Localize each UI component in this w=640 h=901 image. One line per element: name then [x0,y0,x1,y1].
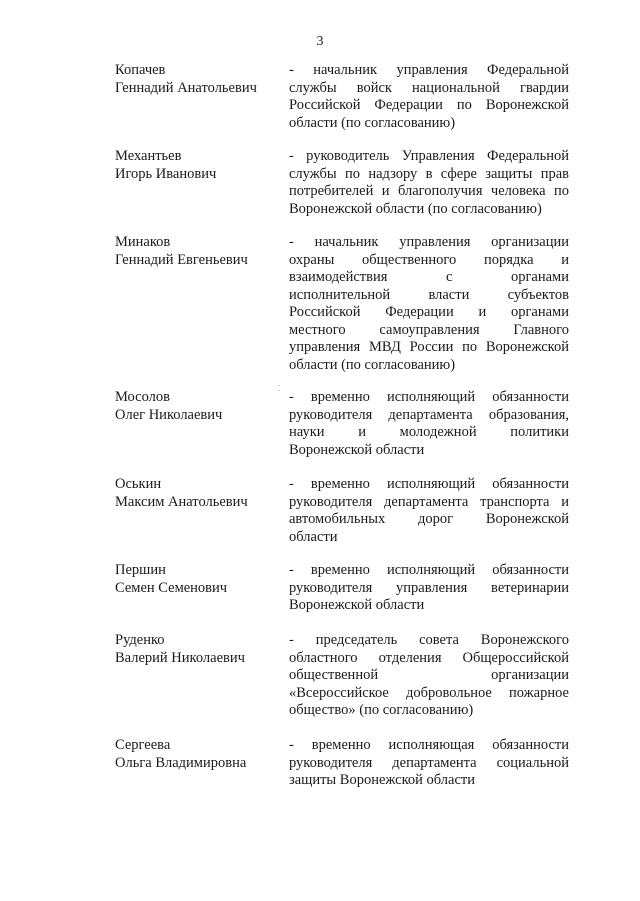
member-name [115,476,285,511]
member-role-line: областного отделения Общероссийской [289,649,569,666]
member-role-line: общество» (по согласованию) [289,702,474,718]
member-role [289,148,569,218]
member-role-line: управления МВД России по Воронежской [289,339,569,355]
member-given-names: Ольга Владимировна [115,754,247,771]
member-surname: Мосолов [115,389,170,405]
member-given-names: Геннадий Евгеньевич [115,251,248,268]
member-role-line: - временно исполняющая обязанности [289,737,569,753]
member-role-line: науки и молодежной политики [289,424,569,440]
member-role-line: Российской Федерации и органами [289,304,569,320]
member-given-names: Семен Семенович [115,579,228,596]
member-given-names: Максим Анатольевич [115,493,248,510]
member-role-line: - руководитель Управления Федеральной [289,148,569,164]
member-name [115,148,285,183]
member-role-line: области [289,528,338,545]
member-surname: Копачев [115,62,166,78]
member-name [115,737,285,772]
member-given-names: Валерий Николаевич [115,649,245,666]
member-role-line: Российской Федерации по Воронежской [289,97,569,113]
member-role-line: Воронежской области (по согласованию) [289,200,542,217]
member-role-line: охраны общественного порядка и [289,251,569,268]
member-role-line: руководителя департамента транспорта и [289,493,569,510]
member-role-line: защиты Воронежской области [289,772,476,788]
member-role-line: автомобильных дорог Воронежской [289,511,569,527]
member-name [115,62,285,97]
member-role [289,737,569,790]
member-role-line: руководителя департамента социальной [289,754,569,771]
member-name [115,632,285,667]
member-role-line: руководителя управления ветеринарии [289,579,569,596]
member-role-line: потребителей и благополучия человека по [289,183,569,199]
page-number: 3 [316,34,324,49]
member-name [115,562,285,597]
member-role-line: службы по надзору в сфере защиты прав [289,165,569,182]
member-role-line: области (по согласованию) [289,356,456,373]
member-role-line: руководителя департамента образования, [289,406,569,423]
member-role-line: - начальник управления организации [289,234,569,250]
member-role-line: местного самоуправления Главного [289,321,569,338]
member-given-names: Геннадий Анатольевич [115,79,257,96]
scan-speck [278,390,280,391]
member-given-names: Олег Николаевич [115,406,223,423]
member-given-names: Игорь Иванович [115,165,217,182]
member-surname: Руденко [115,632,165,648]
member-surname: Минаков [115,234,171,250]
member-surname: Сергеева [115,737,171,753]
member-role-line: службы войск национальной гвардии [289,79,569,96]
member-role-line: - начальник управления Федеральной [289,62,569,78]
member-role-line: общественной организации [289,667,569,683]
member-role-line: взаимодействия с органами [289,269,569,285]
member-name [115,389,285,424]
member-role-line: Воронежской области [289,597,425,613]
member-role-line: Воронежской области [289,441,425,458]
scan-speck [278,385,280,386]
member-role-line: - председатель совета Воронежского [289,632,569,648]
member-role [289,389,569,459]
member-role [289,632,569,720]
member-role-line: области (по согласованию) [289,114,456,131]
member-role [289,476,569,546]
member-role [289,234,569,374]
member-surname: Першин [115,562,166,578]
member-role [289,62,569,132]
member-role [289,562,569,615]
member-role-line: - временно исполняющий обязанности [289,389,569,405]
member-name [115,234,285,269]
member-role-line: «Всероссийское добровольное пожарное [289,684,569,701]
member-role-line: исполнительной власти субъектов [289,286,569,303]
member-role-line: - временно исполняющий обязанности [289,562,569,578]
member-surname: Механтьев [115,148,182,164]
member-role-line: - временно исполняющий обязанности [289,476,569,492]
member-surname: Оськин [115,476,162,492]
